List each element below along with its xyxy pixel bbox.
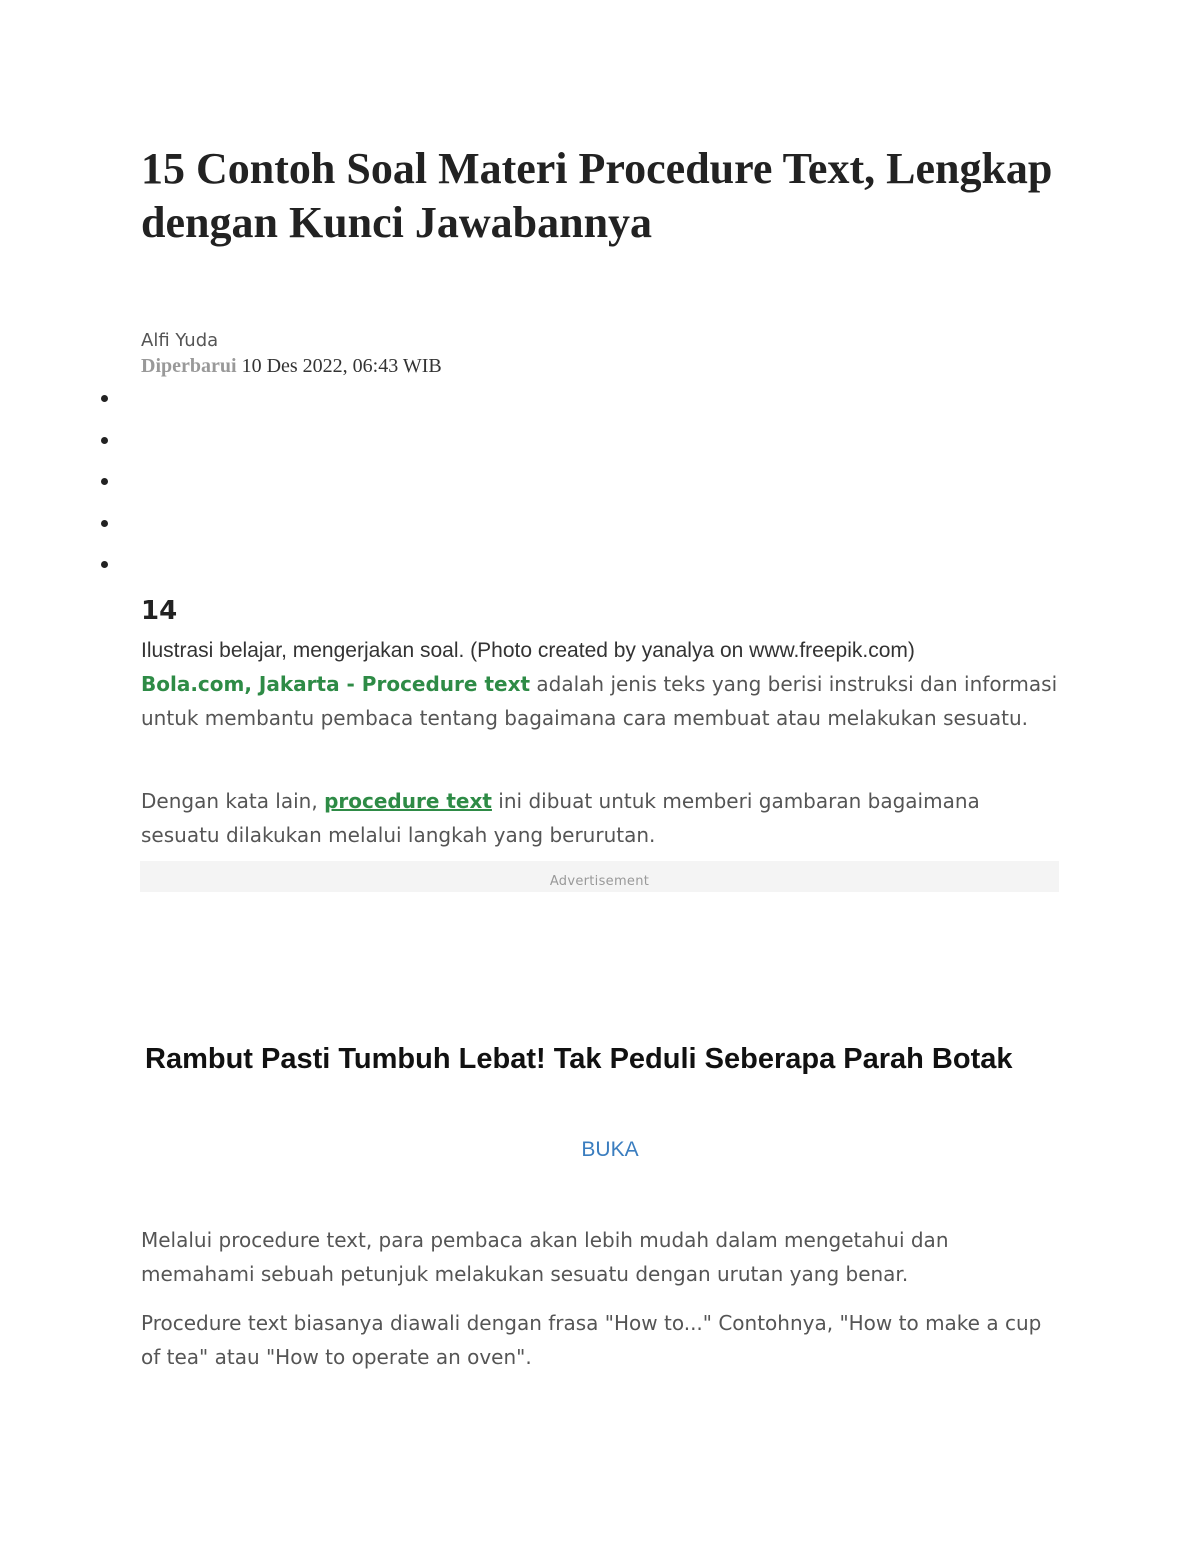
updated-value: 10 Des 2022, 06:43 WIB — [241, 355, 442, 377]
advertisement-label: Advertisement — [549, 874, 650, 889]
ad-open-button[interactable]: BUKA — [540, 1138, 680, 1162]
author-name[interactable]: Alfi Yuda — [141, 330, 219, 351]
updated-label: Diperbarui — [141, 355, 237, 377]
dateline: Bola.com, Jakarta - Procedure text — [141, 672, 531, 696]
procedure-text-link[interactable]: procedure text — [324, 789, 492, 813]
paragraph-definition-after: ini dibuat untuk memberi gambaran bagaimana sesuatu dilakukan melalui langkah yang berurutan. — [141, 789, 980, 847]
advertisement-bar — [140, 861, 1059, 892]
paragraph-example: Procedure text biasanya diawali dengan frasa "How to..." Contohnya, "How to make a cup of tea" atau "How to operate an oven". — [141, 1311, 1042, 1369]
paragraph-definition-before: Dengan kata lain, — [141, 789, 325, 813]
paragraph-intro — [141, 667, 1061, 735]
updated-timestamp — [141, 355, 442, 378]
paragraph-definition — [141, 784, 1061, 852]
photo-count[interactable]: 14 — [141, 596, 178, 626]
ad-headline[interactable]: Rambut Pasti Tumbuh Lebat! Tak Peduli Seberapa Parah Botak — [145, 1043, 1013, 1075]
paragraph-intro-text: adalah jenis teks yang berisi instruksi dan informasi untuk membantu pembaca tentang bagaimana cara membuat atau melakukan sesuatu. — [141, 672, 1058, 730]
paragraph-benefit: Melalui procedure text, para pembaca akan lebih mudah dalam mengetahui dan memahami sebuah petunjuk melakukan sesuatu dengan urutan yang benar. — [141, 1228, 949, 1286]
photo-caption: Ilustrasi belajar, mengerjakan soal. (Photo created by yanalya on www.freepik.com) — [141, 639, 915, 662]
article-title: 15 Contoh Soal Materi Procedure Text, Lengkap dengan Kunci Jawabannya — [141, 144, 1053, 247]
